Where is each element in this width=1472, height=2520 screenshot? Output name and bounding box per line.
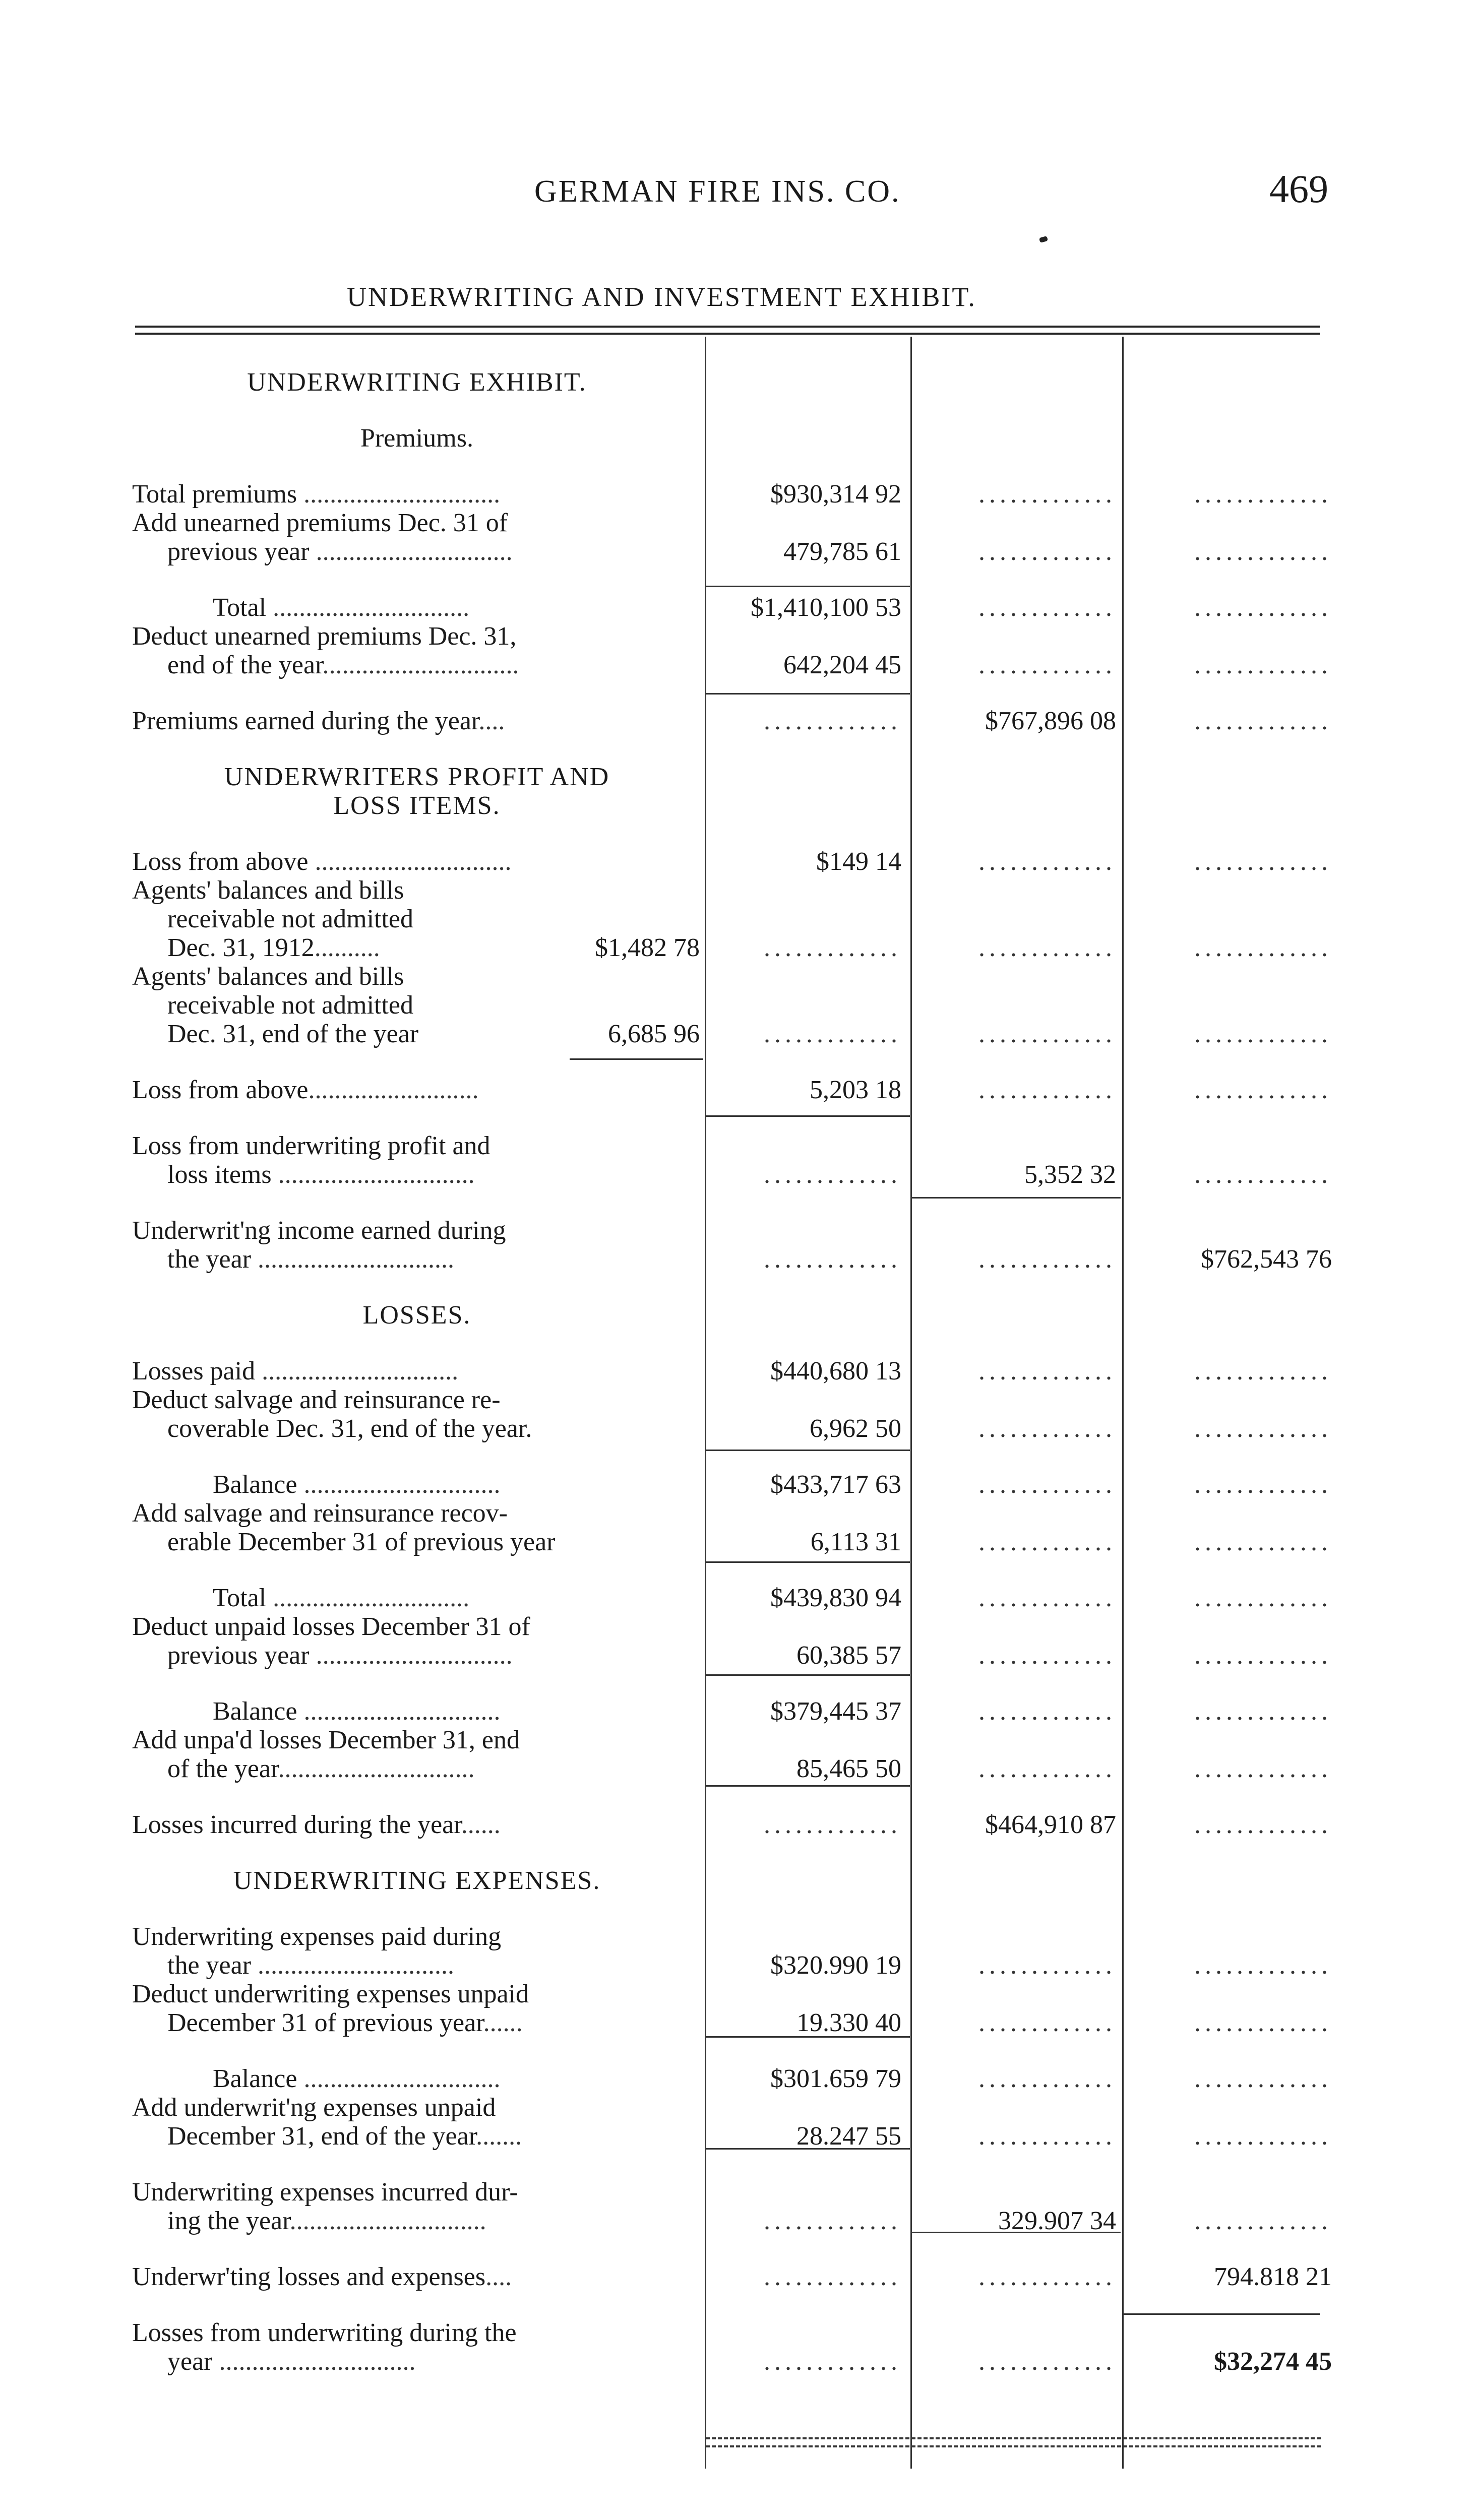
table-row: coverable Dec. 31, end of the year. 6,962 50 ............. ............. bbox=[132, 1414, 1332, 1443]
table-row bbox=[132, 905, 1332, 933]
table-row: erable December 31 of previous year 6,113 31 ............. ............. bbox=[132, 1528, 1332, 1556]
row-label: receivable not admitted bbox=[167, 905, 414, 933]
table-row: the year .............................. $320.990 19 ............. ............. bbox=[132, 1951, 1332, 1980]
amount-cell: 19.330 40 bbox=[796, 2008, 901, 2037]
row-label: Total premiums bbox=[132, 480, 297, 509]
underwriting-exhibit-table bbox=[132, 328, 1332, 2376]
table-row bbox=[132, 2093, 1332, 2122]
row-label: Agents' balances and bills bbox=[132, 962, 404, 991]
table-row: Dec. 31, 1912.......... $1,482 78 ............. ............. ............. bbox=[132, 933, 1332, 962]
table-row: Dec. 31, end of the year 6,685 96 ............. ............. ............. bbox=[132, 1020, 1332, 1048]
table-row: Underwr'ting losses and expenses.... ............. ............. 794.818 21 bbox=[132, 2262, 1332, 2291]
row-label: Underwriting expenses incurred dur- bbox=[132, 2178, 518, 2207]
table-row: Premiums earned during the year.... ............. $767,896 08 ............. bbox=[132, 707, 1332, 735]
table-row: December 31 of previous year...... 19.330 40 ............. ............. bbox=[132, 2008, 1332, 2037]
table-row: Total .............................. $439,830 94 ............. ............. bbox=[132, 1584, 1332, 1612]
row-label: of the year bbox=[167, 1754, 278, 1783]
amount-cell: 28.247 55 bbox=[796, 2122, 901, 2151]
row-label: loss items bbox=[167, 1160, 272, 1189]
table-row bbox=[132, 1131, 1332, 1160]
table-row: Losses incurred during the year...... ............. $464,910 87 ............. bbox=[132, 1810, 1332, 1839]
row-label: Add unpa'd losses December 31, end bbox=[132, 1726, 520, 1754]
row-label: Balance bbox=[213, 1470, 297, 1499]
row-label: Losses paid bbox=[132, 1357, 256, 1385]
row-label: Add salvage and reinsurance recov- bbox=[132, 1499, 508, 1528]
table-row bbox=[132, 876, 1332, 905]
table-row: previous year .............................. 479,785 61 ............. ............. bbox=[132, 537, 1332, 566]
table-row: loss items .............................. ............. 5,352 32 ............. bbox=[132, 1160, 1332, 1189]
table-row: Total premiums .............................. $930,314 92 ............. ............. bbox=[132, 480, 1332, 509]
table-row: Loss from above.......................... 5,203 18 ............. ............. bbox=[132, 1076, 1332, 1104]
table-row: the year .............................. ............. ............. $762,543 76 bbox=[132, 1245, 1332, 1274]
table-row: Balance .............................. $433,717 63 ............. ............. bbox=[132, 1470, 1332, 1499]
row-label: Dec. 31, end of the year bbox=[167, 1020, 419, 1048]
row-label: previous year bbox=[167, 537, 310, 566]
amount-cell: 794.818 21 bbox=[1214, 2262, 1332, 2291]
table-row: Balance .............................. $301.659 79 ............. ............. bbox=[132, 2064, 1332, 2093]
row-label: Balance bbox=[213, 1697, 297, 1726]
table-row bbox=[132, 622, 1332, 651]
section-heading: LOSS ITEMS. bbox=[333, 791, 501, 820]
table-row bbox=[132, 991, 1332, 1020]
section-subheading: Premiums. bbox=[360, 424, 473, 453]
amount-cell: $320.990 19 bbox=[770, 1951, 901, 1980]
table-row bbox=[132, 1980, 1332, 2008]
table-row bbox=[132, 1726, 1332, 1754]
row-label: Deduct salvage and reinsurance re- bbox=[132, 1385, 501, 1414]
table-row bbox=[132, 509, 1332, 537]
amount-cell: $762,543 76 bbox=[1201, 1245, 1332, 1274]
table-row: ing the year.............................. ............. 329.907 34 ............. bbox=[132, 2207, 1332, 2235]
table-row bbox=[132, 962, 1332, 991]
row-label: Underwr'ting losses and expenses bbox=[132, 2262, 486, 2291]
row-label: end of the year bbox=[167, 651, 323, 679]
amount-cell: $930,314 92 bbox=[770, 480, 901, 509]
row-label: year bbox=[167, 2347, 213, 2376]
table-row: Losses paid .............................. $440,680 13 ............. ............. bbox=[132, 1357, 1332, 1385]
row-label: Premiums earned during the year bbox=[132, 707, 479, 735]
row-label: erable December 31 of previous year bbox=[167, 1528, 556, 1556]
row-label: ing the year bbox=[167, 2207, 290, 2235]
final-rule-bottom bbox=[706, 2445, 1321, 2447]
amount-cell: 329.907 34 bbox=[998, 2207, 1116, 2235]
row-label: Total bbox=[213, 593, 267, 622]
amount-cell: 479,785 61 bbox=[783, 537, 901, 566]
amount-cell: $301.659 79 bbox=[770, 2064, 901, 2093]
row-label: Loss from above bbox=[132, 847, 309, 876]
table-row bbox=[132, 1612, 1332, 1641]
row-label: Dec. 31, 1912 bbox=[167, 933, 315, 962]
amount-cell: $464,910 87 bbox=[985, 1810, 1116, 1839]
amount-cell: $379,445 37 bbox=[770, 1697, 901, 1726]
row-label: Underwriting expenses paid during bbox=[132, 1922, 502, 1951]
row-label: previous year bbox=[167, 1641, 310, 1670]
amount-cell: 60,385 57 bbox=[796, 1641, 901, 1670]
page-number: 469 bbox=[1269, 167, 1328, 211]
table-row bbox=[132, 2178, 1332, 2207]
amount-cell: $1,410,100 53 bbox=[751, 593, 901, 622]
table-row bbox=[132, 1385, 1332, 1414]
amount-cell: $149 14 bbox=[816, 847, 901, 876]
table-row: previous year .............................. 60,385 57 ............. ............. bbox=[132, 1641, 1332, 1670]
table-row: year .............................. ............. ............. $32,274 45 bbox=[132, 2347, 1332, 2376]
row-label: Total bbox=[213, 1584, 267, 1612]
row-label: coverable Dec. 31, end of the year. bbox=[167, 1414, 532, 1443]
amount-cell: $439,830 94 bbox=[770, 1584, 901, 1612]
row-label: Add underwrit'ng expenses unpaid bbox=[132, 2093, 496, 2122]
row-label: Loss from above bbox=[132, 1076, 309, 1104]
row-label: Loss from underwriting profit and bbox=[132, 1131, 490, 1160]
amount-cell: $440,680 13 bbox=[770, 1357, 901, 1385]
final-rule-top bbox=[706, 2437, 1321, 2439]
table-row: of the year.............................. 85,465 50 ............. ............. bbox=[132, 1754, 1332, 1783]
amount-cell: 6,962 50 bbox=[810, 1414, 901, 1443]
row-label: the year bbox=[167, 1951, 252, 1980]
table-row bbox=[132, 1499, 1332, 1528]
sub-amount-cell: 6,685 96 bbox=[608, 1020, 700, 1048]
amount-cell: 5,352 32 bbox=[1024, 1160, 1116, 1189]
exhibit-title: UNDERWRITING AND INVESTMENT EXHIBIT. bbox=[347, 282, 976, 312]
table-row bbox=[132, 2318, 1332, 2347]
section-heading: LOSSES. bbox=[362, 1301, 471, 1330]
section-heading: UNDERWRITING EXPENSES. bbox=[233, 1866, 601, 1895]
row-label: Deduct underwriting expenses unpaid bbox=[132, 1980, 529, 2008]
amount-cell: 85,465 50 bbox=[796, 1754, 901, 1783]
amount-cell: $433,717 63 bbox=[770, 1470, 901, 1499]
row-label: Deduct unpaid losses December 31 of bbox=[132, 1612, 530, 1641]
table-row: end of the year.............................. 642,204 45 ............. ............. bbox=[132, 651, 1332, 679]
amount-cell: 6,113 31 bbox=[810, 1528, 901, 1556]
row-label: Losses incurred during the year bbox=[132, 1810, 461, 1839]
section-heading: UNDERWRITERS PROFIT AND bbox=[224, 763, 610, 791]
section-heading: UNDERWRITING EXHIBIT. bbox=[247, 368, 587, 397]
row-label: receivable not admitted bbox=[167, 991, 414, 1020]
row-label: Losses from underwriting during the bbox=[132, 2318, 517, 2347]
sub-amount-cell: $1,482 78 bbox=[595, 933, 700, 962]
row-label: December 31, end of the year bbox=[167, 2122, 476, 2151]
table-row: Balance .............................. $379,445 37 ............. ............. bbox=[132, 1697, 1332, 1726]
amount-cell: $32,274 45 bbox=[1214, 2347, 1332, 2376]
ink-mark bbox=[1039, 236, 1048, 243]
row-label: Deduct unearned premiums Dec. 31, bbox=[132, 622, 517, 651]
running-title: GERMAN FIRE INS. CO. bbox=[534, 174, 901, 209]
table-row: Loss from above .............................. $149 14 ............. ............. bbox=[132, 847, 1332, 876]
table-row: Total .............................. $1,410,100 53 ............. ............. bbox=[132, 593, 1332, 622]
table-row: December 31, end of the year....... 28.247 55 ............. ............. bbox=[132, 2122, 1332, 2151]
table-row bbox=[132, 1216, 1332, 1245]
table-row bbox=[132, 1922, 1332, 1951]
row-label: Add unearned premiums Dec. 31 of bbox=[132, 509, 508, 537]
amount-cell: 5,203 18 bbox=[810, 1076, 901, 1104]
row-label: December 31 of previous year bbox=[167, 2008, 483, 2037]
row-label: Agents' balances and bills bbox=[132, 876, 404, 905]
row-label: the year bbox=[167, 1245, 252, 1274]
amount-cell: 642,204 45 bbox=[783, 651, 901, 679]
amount-cell: $767,896 08 bbox=[985, 707, 1116, 735]
row-label: Balance bbox=[213, 2064, 297, 2093]
row-label: Underwrit'ng income earned during bbox=[132, 1216, 506, 1245]
